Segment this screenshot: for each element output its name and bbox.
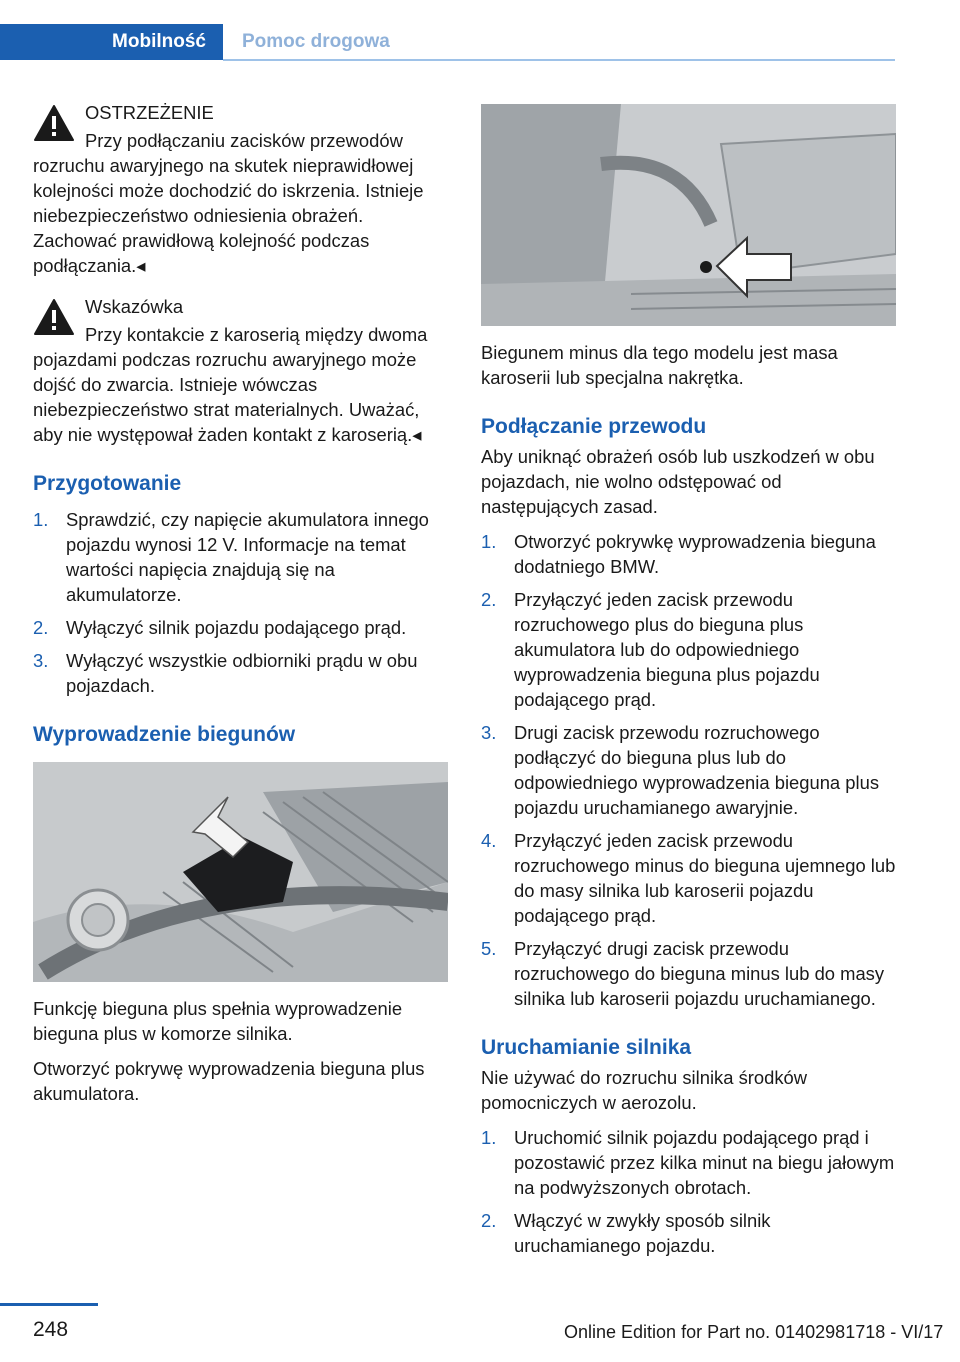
warning-triangle-icon — [33, 298, 75, 336]
paragraph: Nie używać do rozruchu silnika środków pomocniczych w aerozolu. — [481, 1067, 808, 1113]
footer-rule — [0, 1303, 98, 1306]
warning-text: Przy podłączaniu zacisków przewodów rozruchu awaryjnego na skutek nieprawidłowej kolejności może dochodzić do iskrzenia. Istnieje niebezpieczeństwo odniesienia obrażeń. Zachować prawidłową kolejność podczas podłączania.◂ — [33, 130, 424, 276]
heading-podlaczanie-przewodu: Podłączanie przewodu — [481, 415, 707, 438]
start-steps-list — [481, 1125, 896, 1258]
list-item: 2. Przyłączyć jeden zacisk przewodu rozruchowego plus do bieguna plus akumulatora lub do odpowiedniego wyprowadzenia bieguna plus pojazdu podającego prąd. — [481, 589, 820, 710]
list-item: 3. Drugi zacisk przewodu rozruchowego podłączyć do bieguna plus lub do odpowiedniego wyprowadzenia bieguna plus pojazdu uruchamianego awaryjnie. — [481, 722, 880, 818]
prep-steps-list — [33, 507, 448, 698]
note-box — [33, 294, 448, 447]
left-column — [33, 100, 448, 1116]
paragraph: Aby uniknąć obrażeń osób lub uszkodzeń w obu pojazdach, nie wolno odstępować od następujących zasad. — [481, 446, 875, 517]
tab-mobilnosc[interactable]: Mobilność — [0, 24, 223, 60]
tab-pomoc-drogowa[interactable]: Pomoc drogowa — [242, 31, 390, 52]
heading-uruchamianie-silnika: Uruchamianie silnika — [481, 1036, 692, 1059]
note-title: Wskazówka — [85, 296, 184, 317]
warning-title: OSTRZEŻENIE — [85, 102, 214, 123]
engine-bay-positive-terminal-image — [33, 762, 448, 982]
engine-bay-negative-terminal-image — [481, 104, 896, 326]
paragraph: Funkcję bieguna plus spełnia wyprowadzenie bieguna plus w komorze silnika. — [33, 998, 403, 1044]
right-column — [481, 100, 896, 1268]
page-number: 248 — [33, 1318, 69, 1341]
warning-box — [33, 100, 448, 278]
note-text: Przy kontakcie z karoserią między dwoma pojazdami podczas rozruchu awaryjnego może dojść do zwarcia. Istnieje wówczas niebezpieczeństwo strat materialnych. Uważać, aby nie występował żaden kontakt z karoserią.◂ — [33, 324, 428, 445]
edition-note: Online Edition for Part no. 01402981718 - VI/17 — [564, 1322, 944, 1342]
heading-przygotowanie: Przygotowanie — [33, 472, 182, 495]
header-tabs — [0, 24, 895, 62]
list-item: 1. Uruchomić silnik pojazdu podającego prąd i pozostawić przez kilka minut na biegu jałowym na podwyższonych obrotach. — [481, 1127, 895, 1198]
list-item: 3. Wyłączyć wszystkie odbiorniki prądu w obu pojazdach. — [33, 650, 418, 696]
paragraph: Biegunem minus dla tego modelu jest masa karoserii lub specjalna nakrętka. — [481, 342, 838, 388]
list-item: 5. Przyłączyć drugi zacisk przewodu rozruchowego do bieguna minus lub do masy silnika lub karoserii pojazdu uruchamianego. — [481, 938, 885, 1009]
header-rule — [223, 59, 895, 61]
heading-wyprowadzenie-biegunow: Wyprowadzenie biegunów — [33, 723, 296, 746]
list-item: 1. Sprawdzić, czy napięcie akumulatora innego pojazdu wynosi 12 V. Informacje na temat wartości napięcia znajdują się na akumulatorze. — [33, 509, 429, 605]
list-item: 2. Włączyć w zwykły sposób silnik uruchamianego pojazdu. — [481, 1210, 771, 1256]
connect-steps-list — [481, 529, 896, 1011]
list-item: 1. Otworzyć pokrywkę wyprowadzenia bieguna dodatniego BMW. — [481, 531, 876, 577]
paragraph: Otworzyć pokrywę wyprowadzenia bieguna plus akumulatora. — [33, 1058, 425, 1104]
list-item: 4. Przyłączyć jeden zacisk przewodu rozruchowego minus do bieguna ujemnego lub do masy silnika lub karoserii pojazdu podającego prąd. — [481, 830, 896, 926]
warning-triangle-icon — [33, 104, 75, 142]
list-item: 2. Wyłączyć silnik pojazdu podającego prąd. — [33, 617, 407, 638]
